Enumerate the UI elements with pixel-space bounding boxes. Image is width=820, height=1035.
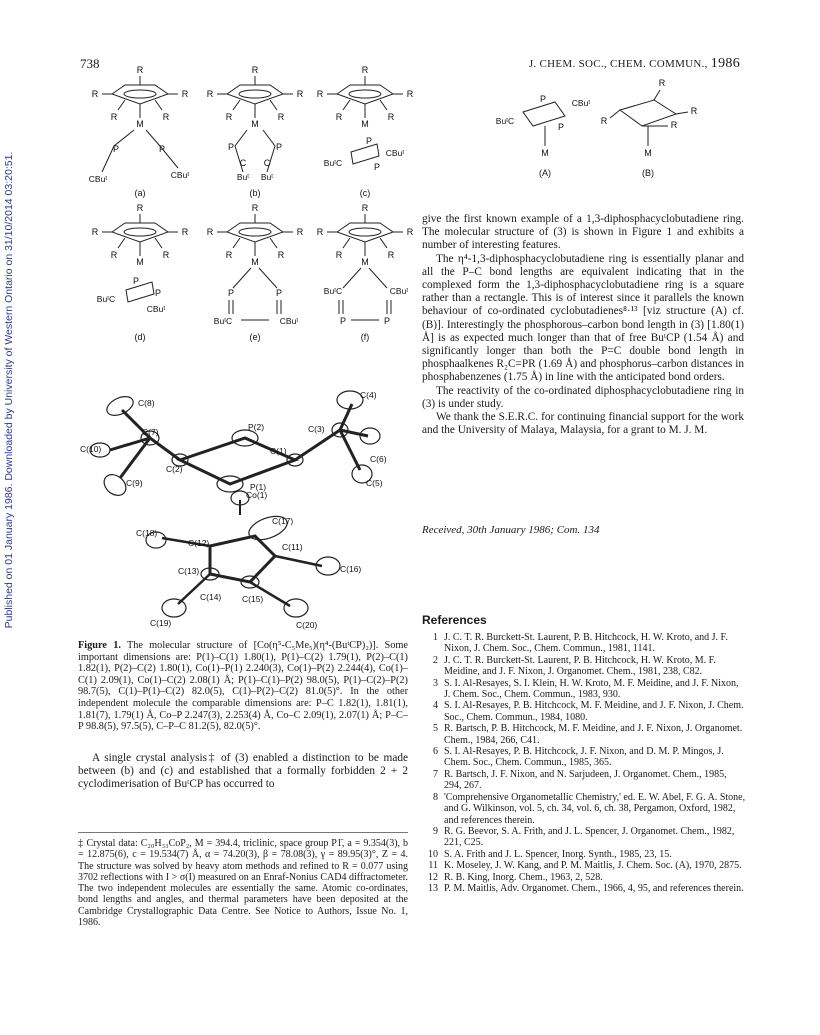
atom-label: C(20) [296,620,318,630]
reference-number: 12 [428,871,438,883]
atom-label: C(15) [242,594,264,604]
atom-label: C(3) [308,424,325,434]
reference-number: 6 [433,746,438,758]
reference-text: R. Bartsch, J. F. Nixon, and N. Sarjudeen, J. Organomet. Chem., 1985, 294, 267. [444,768,727,792]
atom-label: C(13) [178,566,200,576]
reference-item [422,678,746,701]
atom-label: C [239,158,247,168]
reference-item [422,826,746,849]
substituent-label: R [670,120,678,130]
atom-label: P [339,316,347,326]
atom-label: CBuᵗ [389,286,409,296]
atom-label: P [275,288,283,298]
paragraph-2: The η⁴-1,3-diphosphacyclobutadiene ring is essentially planar and all the P–C bond lengths are equivalent indicating that in the complexed form the 1,3-diphosphacyclobutadiene ring is a square rather than a rectangle. This is of interest since it parallels the known behaviour of co-ordinated cyclobutadienes⁸·¹³ [viz structure (A) cf. (B)]. Interestingly the phosphorous–carbon bond length in (3) [1.80(1) Å] is as expected much longer than that of free BuᵗCP (1.54 Å) and significantly longer than both the P=C double bond length in phosphaalkenes R₂C=PR (1.69 Å) and phosphorus–carbon distances in phosphabenzenes (1.75 Å) in line with the anticipated bond orders. [422,252,744,384]
atom-label: P [132,276,140,286]
reference-text: R. Bartsch, P. B. Hitchcock, M. F. Meidine, and J. F. Nixon, J. Organomet. Chem., 1984, 266, C41. [444,723,743,746]
atom-label: CBuᵗ [385,148,405,158]
reference-number: 2 [433,654,438,666]
metal-label: M [361,119,369,129]
references-list [422,632,746,894]
reference-text: K. Moseley, J. W. Kang, and P. M. Maitlis, J. Chem. Soc. (A), 1970, 2875. [444,860,742,872]
reference-text: J. C. T. R. Burckett-St. Laurent, P. B. Hitchcock, H. W. Kroto, and J. F. Nixon, J. Chem. Soc., Chem. Commun., 1981, 1141. [444,632,728,655]
atom-label: CBuᵗ [88,174,108,184]
atom-label: CBuᵗ [146,304,166,314]
reference-text: R. B. King, Inorg. Chem., 1963, 2, 528. [444,871,603,883]
atom-label: CBuᵗ [170,170,190,180]
atom-label: C(6) [370,454,387,464]
atom-label: Buᵗ [260,172,274,182]
reference-item [422,769,746,792]
atom-label: C(8) [138,398,155,408]
substituent-label: R [110,250,118,260]
scheme-label-B: (B) [642,168,654,178]
substituent-label: R [206,227,214,237]
scheme-label-b: (b) [249,188,261,198]
reference-number: 7 [433,768,438,780]
atom-label: CBuᵗ [571,98,591,108]
reference-number: 13 [428,882,438,894]
substituent-label: R [277,112,285,122]
atom-label: BuᵗC [96,294,116,304]
reference-number: 5 [433,723,438,735]
metal-label: M [644,148,652,158]
atom-label: BuᵗC [323,286,343,296]
reference-number: 10 [428,848,438,860]
atom-label: C(4) [360,390,377,400]
substituent-label: R [181,89,189,99]
reference-text: S. I. Al-Resayes, S. I. Klein, H. W. Kroto, M. F. Meidine, and J. F. Nixon, J. Chem. Soc., Chem. Commun., 1983, 930. [444,677,739,701]
reference-text: S. I. Al-Resayes, P. B. Hitchcock, J. F. Nixon, and D. M. P. Mingos, J. Chem. Soc., Chem. Commun., 1985, 365. [444,746,724,769]
substituent-label: R [335,112,343,122]
substituent-label: R [91,227,99,237]
reference-number: 9 [433,825,438,837]
atom-label: P [373,162,381,172]
metal-label: M [251,257,259,267]
atom-label: Buᵗ [236,172,250,182]
atom-label: BuᵗC [213,316,233,326]
journal-header: J. CHEM. SOC., CHEM. COMMUN., 1986 [528,56,740,71]
reference-number: 4 [433,700,438,712]
paragraph-4: We thank the S.E.R.C. for continuing financial support for the work and the University of Malaya, Malaysia, for a grant to M. J. M. [422,411,744,437]
substituent-label: R [136,203,144,213]
metal-label: M [136,257,144,267]
metal-label: M [136,119,144,129]
metal-label: M [251,119,259,129]
substituent-label: R [361,203,369,213]
reference-item [422,849,746,860]
substituent-label: R [387,250,395,260]
figure-label: Figure 1. [78,640,121,651]
substituent-label: R [296,89,304,99]
substituent-label: R [406,89,414,99]
atom-label: C [263,158,271,168]
substituent-label: R [296,227,304,237]
reference-number: 1 [433,632,438,643]
footnote-divider [78,832,408,833]
reference-text: R. G. Beevor, S. A. Frith, and J. L. Spencer, J. Organomet. Chem., 1982, 221, C25. [444,825,735,849]
left-column-paragraph: A single crystal analysis‡ of (3) enabled a distinction to be made between (b) and (c) and established that a formally forbidden 2 + 2 cyclodimerisation of BuᵗCP has occurred to [78,752,408,791]
scheme-label-c: (c) [359,188,371,198]
substituent-label: R [690,106,698,116]
reference-item [422,632,746,655]
figure-caption [78,640,408,733]
atom-label: Co(1) [246,490,268,500]
atom-label: P(2) [248,422,265,432]
reference-item [422,723,746,746]
substituent-label: R [316,89,324,99]
references-heading: References [422,613,487,627]
substituent-label: R [162,112,170,122]
substituent-label: R [225,250,233,260]
reference-text: S. A. Frith and J. L. Spencer, Inorg. Synth., 1985, 23, 15. [444,848,672,860]
atom-label: C(12) [188,538,210,548]
reference-item [422,792,746,826]
atom-label: P [158,144,166,154]
substituent-label: R [387,112,395,122]
atom-label: C(14) [200,592,222,602]
substituent-label: R [110,112,118,122]
atom-label: P [539,94,547,104]
atom-label: P [227,142,235,152]
substituent-label: R [91,89,99,99]
scheme-label-d: (d) [134,332,146,342]
reference-item [422,883,746,894]
reference-number: 8 [433,791,438,803]
atom-label: C(19) [150,618,172,628]
scheme-label-A: (A) [539,168,551,178]
reference-item [422,860,746,871]
atom-label: CBuᵗ [279,316,299,326]
atom-label: C(9) [126,478,143,488]
reference-text: J. C. T. R. Burckett-St. Laurent, P. B. Hitchcock, H. W. Kroto, M. F. Meidine, and J. F. Nixon, J. Organomet. Chem., 1981, 238, C82. [444,654,716,678]
atom-label: P [227,288,235,298]
substituent-label: R [181,227,189,237]
scheme-label-f: (f) [360,332,370,342]
substituent-label: R [316,227,324,237]
atom-label: C(18) [136,528,158,538]
substituent-label: R [251,203,259,213]
received-date: Received, 30th January 1986; Com. 134 [422,524,600,536]
substituent-label: R [251,65,259,75]
atom-label: C(7) [142,427,159,437]
atom-label: P [383,316,391,326]
paragraph-1: give the first known example of a 1,3-diphosphacyclobutadiene ring. The molecular structure of (3) is shown in Figure 1 and exhibits a number of interesting features. [422,213,744,252]
crystal-structure-figure [70,360,410,635]
reference-number: 11 [428,860,438,872]
right-column-text [422,213,744,437]
reference-item [422,655,746,678]
substituent-label: R [225,112,233,122]
atom-label: C(10) [80,444,102,454]
atom-label: P(1) [250,482,267,492]
reference-number: 3 [433,677,438,689]
figure-caption-text: The molecular structure of [Co(η⁵-C₅Me₅)(η⁴-(BuᵗCP)₂)]. Some important dimensions are: P(1)–C(1) 1.80(1), P(1)–C(2) 1.79(1), P(2)–C(1) 1.82(1), P(2)–C(2) 1.80(1), Co(1)–P(1) 2.240(3), Co(1)–P(2) 2.244(4), Co(1)–C(1) 2.09(1), Co(1)–C(2) 2.08(1) Å; P(1)–C(1)–P(2) 98.0(5), P(1)–C(2)–P(2) 98.7(5), C(1)–P(1)–C(2) 82.0(5), C(1)–P(2)–C(2) 81.0(5)°. In the other independent molecule the comparable dimensions are: P–C 1.82(1), 1.81(1), 1.81(7), 1.79(1) Å, Co–P 2.247(3), 2.253(4) Å, Co–C 2.09(1), 2.07(1) Å; P–C–P 98.8(5), 97.5(5), C–P–C 81.2(5), 82.0(5)°. [78,640,408,733]
substituent-label: R [136,65,144,75]
atom-label: P [154,288,162,298]
atom-label: C(11) [282,542,303,552]
reference-item [422,700,746,723]
reference-item [422,746,746,769]
metal-label: M [541,148,549,158]
atom-label: C(2) [166,464,183,474]
reference-text: 'Comprehensive Organometallic Chemistry,' ed. E. W. Abel, F. G. A. Stone, and G. Wilkinson, vol. 5, ch. 34, vol. 6, ch. 38, Pergamon, Oxford, 1982, and references therein. [444,791,746,826]
reference-item [422,872,746,883]
atom-label: P [557,122,565,132]
substituent-label: R [361,65,369,75]
page-number: 738 [80,56,100,71]
atom-label: P [365,136,373,146]
atom-label: C(17) [272,516,294,526]
substituent-label: R [406,227,414,237]
atom-label: P [112,144,120,154]
atom-label: P [275,142,283,152]
substituent-label: R [206,89,214,99]
substituent-label: R [600,116,608,126]
scheme-label-e: (e) [249,332,261,342]
substituent-label: R [658,78,666,88]
substituent-label: R [335,250,343,260]
reference-text: S. I. Al-Resayes, P. B. Hitchcock, M. F. Meidine, and J. F. Nixon, J. Chem. Soc., Chem. Commun., 1984, 1080. [444,700,744,723]
substituent-label: R [162,250,170,260]
atom-label: BuᵗC [495,116,515,126]
atom-label: C(16) [340,564,362,574]
scheme-label-a: (a) [134,188,146,198]
paragraph-3: The reactivity of the co-ordinated diphosphacyclobutadiene ring in (3) is under study. [422,384,744,410]
crystal-data-footnote: ‡ Crystal data: C₂₀H₃₃CoP₂, M = 394.4, triclinic, space group P1̄, a = 9.354(3), b = 12.875(6), c = 19.534(7) Å, α = 74.20(3), β = 78.08(3), γ = 89.95(3)°, Z = 4. The structure was solved by heavy atom methods and refined to R = 0.077 using 3702 reflections with I > σ(I) measured on an Enraf-Nonius CAD4 diffractometer. The two independent molecules are essentially the same. Atomic co-ordinates, bond lengths and angles, and thermal parameters have been deposited at the Cambridge Crystallographic Data Centre. See Notice to Authors, Issue No. 1, 1986. [78,838,408,929]
download-notice: Published on 01 January 1986. Downloaded by University of Western Ontario on 31/10/2014 03:20:51. [3,151,15,629]
reference-text: P. M. Maitlis, Adv. Organomet. Chem., 1966, 4, 95, and references therein. [444,882,744,894]
substituent-label: R [277,250,285,260]
atom-label: C(1) [270,446,287,456]
atom-label: C(5) [366,478,383,488]
atom-label: BuᵗC [323,158,343,168]
metal-label: M [361,257,369,267]
